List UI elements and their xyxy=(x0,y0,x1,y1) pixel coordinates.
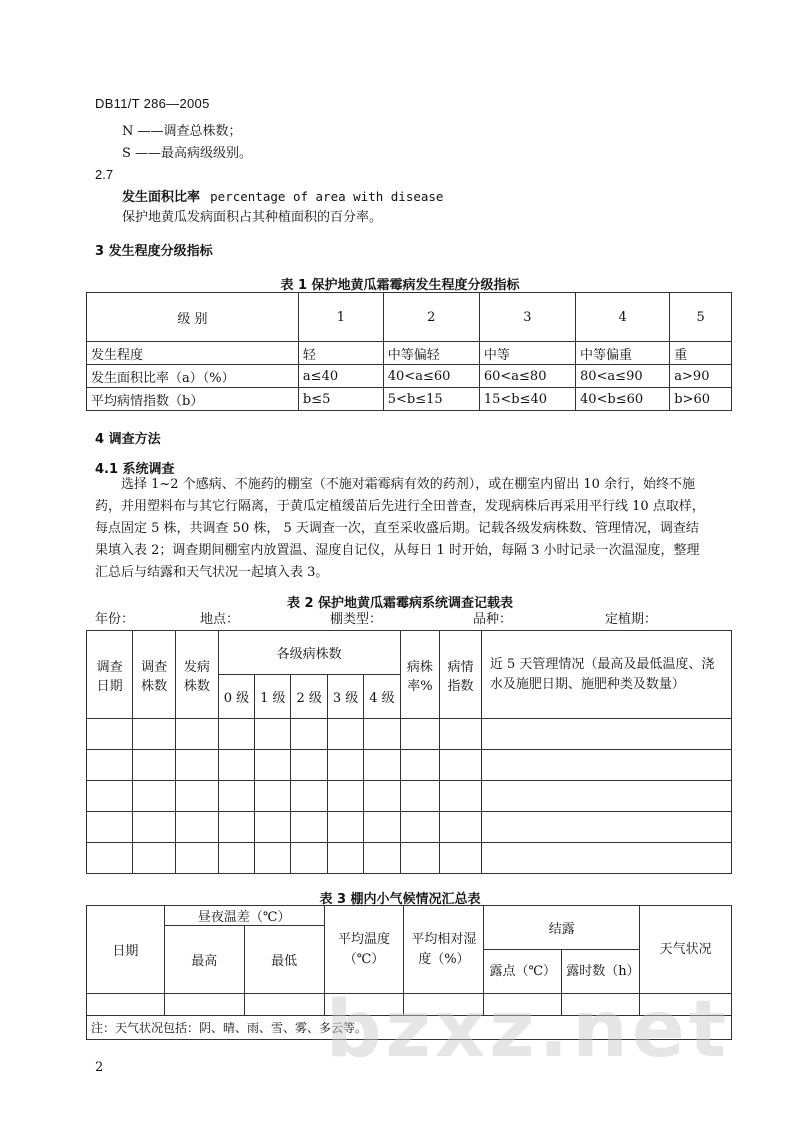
table-row xyxy=(87,781,732,812)
table-cell: 发生程度 xyxy=(87,342,299,365)
section-number: 2.7 xyxy=(95,167,114,182)
table-cell: 发生面积比率（a）（%） xyxy=(87,365,299,388)
table-row xyxy=(87,750,732,781)
table-cell: 轻 xyxy=(298,342,383,365)
table2-grade-cell: 1 级 xyxy=(255,675,291,719)
table3-note: 注：天气状况包括：阴、晴、雨、雪、雾、多云等。 xyxy=(87,1016,732,1040)
table2 xyxy=(86,630,732,874)
table-cell: b≤5 xyxy=(298,388,383,411)
table1-caption: 表 1 保护地黄瓜霜霉病发生程度分级指标 xyxy=(280,278,520,293)
table2-meta-shed-type: 棚类型： xyxy=(330,612,383,627)
table1-header-cell: 3 xyxy=(479,293,575,342)
table-cell: 60<a≤80 xyxy=(479,365,575,388)
def-n: N ——调查总株数； xyxy=(122,124,242,139)
page-number: 2 xyxy=(95,1060,104,1075)
table3-header-avg-humidity: 平均相对湿度（%） xyxy=(404,906,484,994)
table2-meta-variety: 品种： xyxy=(473,612,513,627)
doc-code: DB11/T 286—2005 xyxy=(95,96,210,111)
table2-header-survey-date: 调查日期 xyxy=(87,631,133,719)
section-4-title: 4 调查方法 xyxy=(95,432,161,447)
table2-meta-planting-date: 定植期： xyxy=(605,612,658,627)
term-definition: 保护地黄瓜发病面积占其种植面积的百分率。 xyxy=(122,210,383,225)
table3-header-min: 最低 xyxy=(244,926,324,994)
table-cell: 平均病情指数（b） xyxy=(87,388,299,411)
table1-header-cell: 5 xyxy=(670,293,732,342)
table3-header-date: 日期 xyxy=(87,906,165,994)
table-cell: 重 xyxy=(670,342,732,365)
table2-header-row-1 xyxy=(87,631,732,675)
table3-header-dewpoint: 露点（℃） xyxy=(484,950,562,994)
table2-header-rate: 病株率% xyxy=(400,631,439,719)
watermark: bzxz.net xyxy=(325,985,730,1075)
section-3-title: 3 发生程度分级指标 xyxy=(95,244,213,259)
table-cell: 中等偏重 xyxy=(576,342,670,365)
table1 xyxy=(86,292,732,411)
table3-header-row-1 xyxy=(87,906,732,926)
section-4-1-paragraph: 选择 1~2 个感病、不施药的棚室（不施对霜霉病有效的药剂），或在棚室内留出 10 余行，始终不施药，并用塑料布与其它行隔离，于黄瓜定植缓苗后先进行全田普查，发现病株后再采用平行线 10 点取样，每点固定 5 株，共调查 50 株， 5 天调查一次，直至采收盛后期。记载各级发病株数、管理情况，调查结果填入表 2；调查期间棚室内放置温、湿度自记仪，从每日 1 时开始，每隔 3 小时记录一次温湿度，整理汇总后与结露和天气状况一起填入表 3。 xyxy=(95,477,705,580)
table2-grade-cell: 0 级 xyxy=(218,675,254,719)
table1-header-cell: 2 xyxy=(383,293,479,342)
table-cell: b>60 xyxy=(670,388,732,411)
table-row xyxy=(87,843,732,874)
table3-header-dewtime: 露时数（h） xyxy=(562,950,640,994)
table2-header-survey-count: 调查株数 xyxy=(133,631,176,719)
table3-header-weather: 天气状况 xyxy=(640,906,732,994)
table2-header-sick-count: 发病株数 xyxy=(176,631,219,719)
table-cell: a>90 xyxy=(670,365,732,388)
table2-meta-location: 地点： xyxy=(200,612,240,627)
table2-meta-year: 年份： xyxy=(95,612,135,627)
table3-header-avg-temp: 平均温度（℃） xyxy=(324,906,404,994)
table-row xyxy=(87,812,732,843)
table2-header-grade-group: 各级病株数 xyxy=(218,631,400,675)
table-cell: 80<a≤90 xyxy=(576,365,670,388)
table3-header-temp-diff: 昼夜温差（℃） xyxy=(164,906,324,926)
table2-header-management: 近 5 天管理情况（最高及最低温度、浇水及施肥日期、施肥种类及数量） xyxy=(481,631,731,719)
table2-grade-cell: 4 级 xyxy=(364,675,400,719)
table1-header-cell: 4 xyxy=(576,293,670,342)
term-heading xyxy=(122,187,443,208)
table3-caption: 表 3 棚内小气候情况汇总表 xyxy=(319,892,481,907)
section-4-1-title: 4.1 系统调查 xyxy=(95,462,175,477)
table-cell: 中等偏轻 xyxy=(383,342,479,365)
table2-header-index: 病情指数 xyxy=(440,631,482,719)
table3-header-max: 最高 xyxy=(164,926,244,994)
table2-grade-cell: 2 级 xyxy=(291,675,327,719)
def-s: S ——最高病级级别。 xyxy=(122,146,253,161)
table-cell: 15<b≤40 xyxy=(479,388,575,411)
term-zh: 发生面积比率 xyxy=(122,190,201,205)
table1-header-row xyxy=(87,293,732,342)
table-row xyxy=(87,388,732,411)
table-row xyxy=(87,365,732,388)
table-cell: 5<b≤15 xyxy=(383,388,479,411)
table1-header-cell: 级 别 xyxy=(87,293,299,342)
table-cell: 40<b≤60 xyxy=(576,388,670,411)
table2-grade-cell: 3 级 xyxy=(327,675,363,719)
table-row xyxy=(87,719,732,750)
term-en: percentage of area with disease xyxy=(210,189,444,204)
table2-caption: 表 2 保护地黄瓜霜霉病系统调查记载表 xyxy=(286,596,514,611)
table3-header-dew: 结露 xyxy=(484,906,640,950)
table-cell: 40<a≤60 xyxy=(383,365,479,388)
table-cell: a≤40 xyxy=(298,365,383,388)
table-cell: 中等 xyxy=(479,342,575,365)
table1-header-cell: 1 xyxy=(298,293,383,342)
table-row xyxy=(87,342,732,365)
